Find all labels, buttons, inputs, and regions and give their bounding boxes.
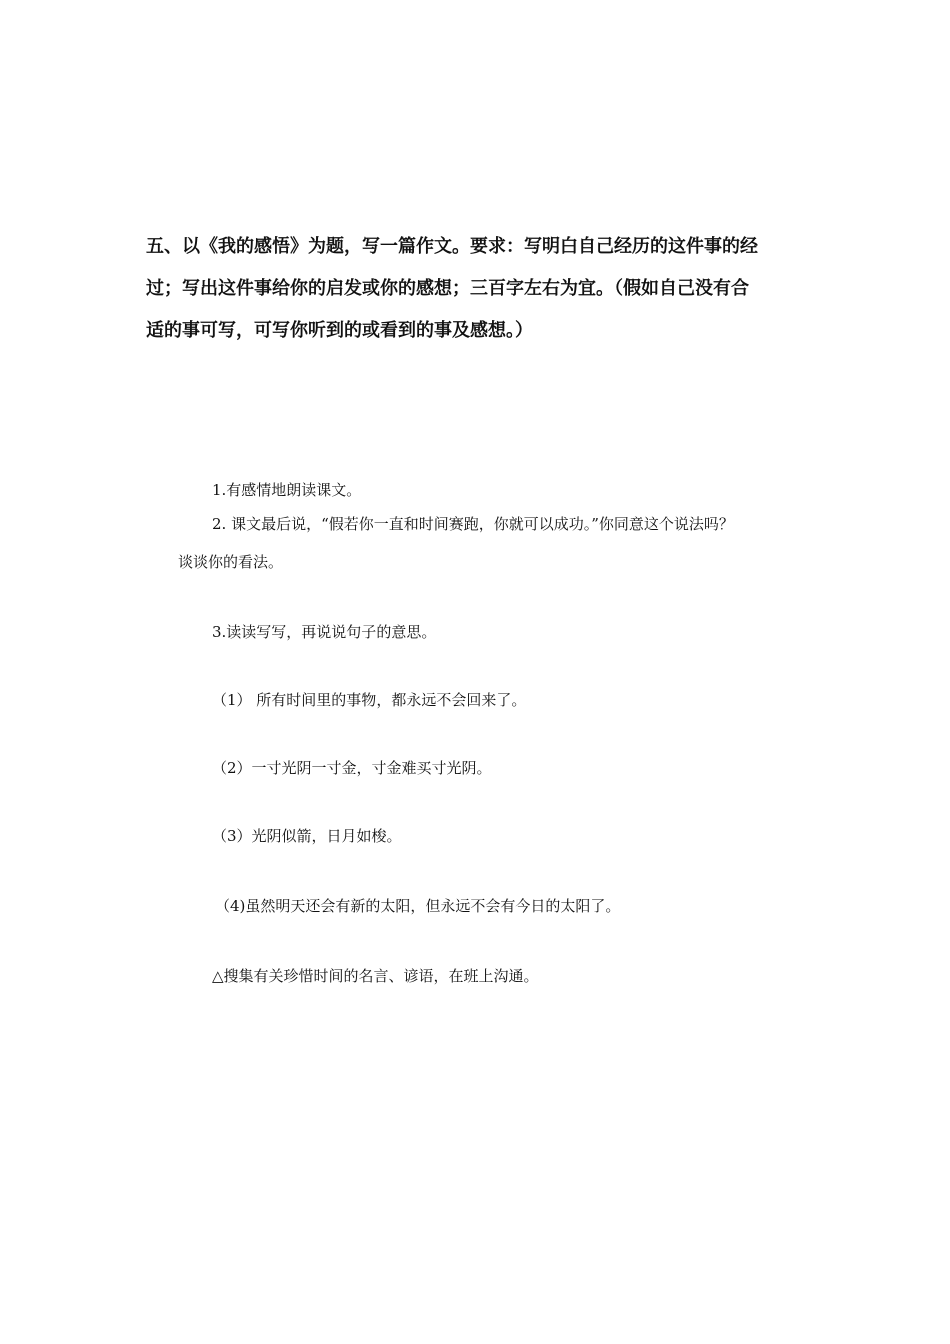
essay-prompt-line-3: 适的事可写，可写你听到的或看到的事及感想。） (146, 320, 533, 341)
exercise-2-line-1: 2. 课文最后说，“假若你一直和时间赛跑，你就可以成功。”你同意这个说法吗？ (212, 515, 734, 533)
extra-task: △搜集有关珍惜时间的名言、谚语，在班上沟通。 (212, 967, 539, 985)
sentence-2: （2）一寸光阴一寸金，寸金难买寸光阴。 (212, 759, 492, 777)
essay-prompt (146, 226, 816, 352)
exercise-3: 3.读读写写，再说说句子的意思。 (212, 623, 437, 641)
essay-prompt-line-2: 过；写出这件事给你的启发或你的感想；三百字左右为宜。（假如自己没有合 (146, 278, 749, 299)
essay-prompt-line-1: 五、以《我的感悟》为题，写一篇作文。要求：写明白自己经历的这件事的经 (146, 236, 758, 257)
sentence-3: （3）光阴似箭，日月如梭。 (212, 827, 402, 845)
exercise-1: 1.有感情地朗读课文。 (212, 481, 362, 499)
sentence-1: （1） 所有时间里的事物，都永远不会回来了。 (212, 691, 527, 709)
sentence-4: （4)虽然明天还会有新的太阳，但永远不会有今日的太阳了。 (215, 897, 621, 915)
exercise-2-line-2: 谈谈你的看法。 (178, 553, 284, 571)
